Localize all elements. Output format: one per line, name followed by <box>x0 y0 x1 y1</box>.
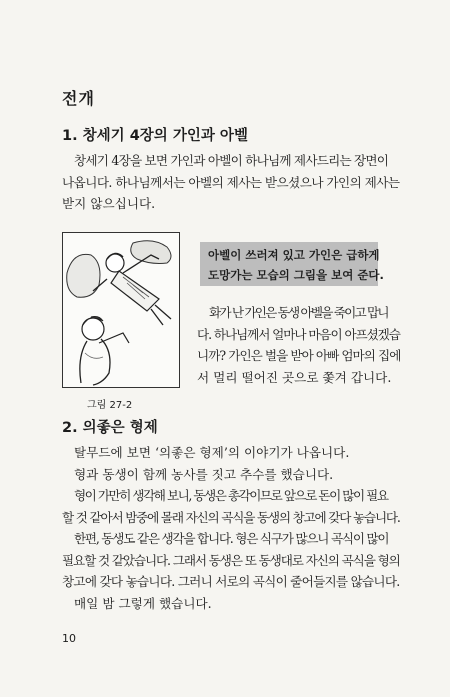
callout-line: 도망가는 모습의 그림을 보여 준다. <box>208 268 384 282</box>
text-line: 한편, 동생도 같은 생각을 합니다. 형은 식구가 많으니 곡식이 많이 <box>74 531 389 546</box>
text-line: 할 것 같아서 밤중에 몰래 자신의 곡식을 동생의 창고에 갖다 놓습니다. <box>62 509 400 525</box>
section1-heading: 1. 창세기 4장의 가인과 아벨 <box>62 128 248 144</box>
page-number: 10 <box>62 632 76 645</box>
section-title: 전개 <box>62 89 95 108</box>
text-line: 받지 않으십니다. <box>62 196 156 211</box>
section1-paragraph <box>62 150 400 215</box>
text-line: 화가 난 가인은 동생 아벨을 죽이고 맙니 <box>209 305 388 320</box>
text-line: 창세기 4장을 보면 가인과 아벨이 하나님께 제사드리는 장면이 <box>74 153 389 168</box>
text-line: 필요할 것 같았습니다. 그래서 동생은 또 동생대로 자신의 곡식을 형의 <box>62 552 400 568</box>
illustration-drawing <box>63 233 179 387</box>
text-line: 형이 가만히 생각해 보니, 동생은 총각이므로 앞으로 돈이 많이 필요 <box>74 488 388 503</box>
text-line: 니까? 가인은 벌을 받아 아빠 엄마의 집에 <box>197 348 401 363</box>
section2-heading: 2. 의좋은 형제 <box>62 420 158 436</box>
section1-paragraph2 <box>197 302 400 388</box>
text-line: 서 멀리 떨어진 곳으로 쫓겨 갑니다. <box>197 369 392 385</box>
text-line: 다. 하나님께서 얼마나 마음이 아프셨겠습 <box>197 326 400 342</box>
text-line: 매일 밤 그렇게 했습니다. <box>74 595 212 611</box>
text-line: 창고에 갖다 놓습니다. 그러니 서로의 곡식이 줄어들지를 않습니다. <box>62 574 400 589</box>
callout-line: 아벨이 쓰러져 있고 가인은 급하게 <box>208 248 380 262</box>
illustration-cain-abel <box>62 232 180 388</box>
figure-caption: 그림 27-2 <box>87 400 133 411</box>
teacher-note-callout <box>200 242 384 286</box>
text-line: 형과 동생이 함께 농사를 짓고 추수를 했습니다. <box>74 466 334 482</box>
text-line: 나옵니다. 하나님께서는 아벨의 제사는 받으셨으나 가인의 제사는 <box>62 174 400 190</box>
text-line: 탈무드에 보면 ‘의좋은 형제’의 이야기가 나옵니다. <box>74 445 350 460</box>
section2-paragraph <box>62 442 400 614</box>
